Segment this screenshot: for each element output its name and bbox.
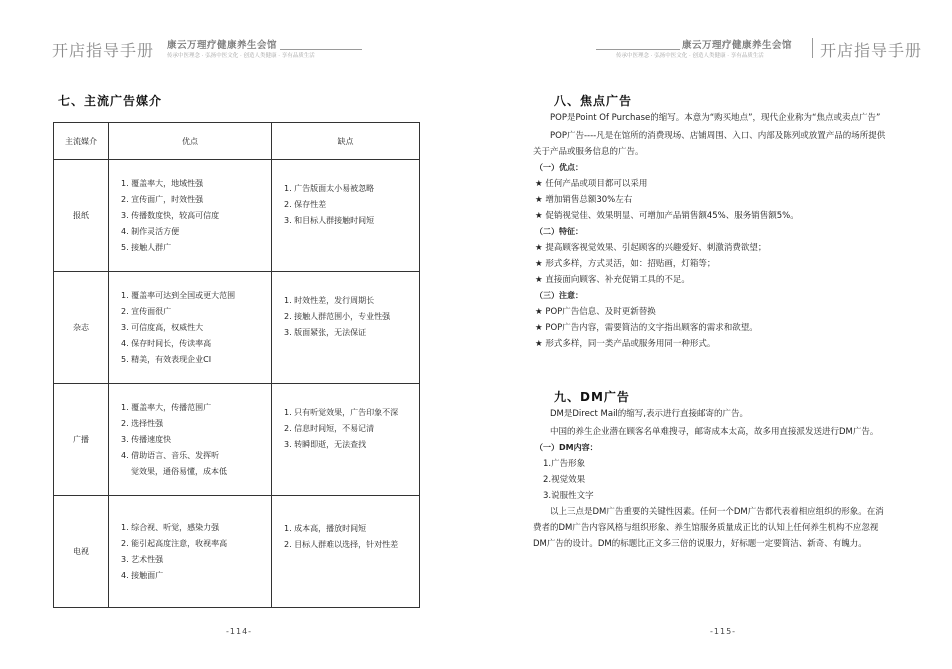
cons-item: 1. 时效性差，发行周期长 xyxy=(284,295,375,305)
subheading: （一）优点： xyxy=(535,163,583,172)
pros-item: 1. 覆盖率大，传播范围广 xyxy=(121,402,212,412)
cons-item: 2. 目标人群难以选择，针对性差 xyxy=(284,539,399,549)
paragraph: 以上三点是DM广告重要的关键性因素。任何一个DM广告都代表着相应组织的形象。在消费者的DM广告内容风格与组织形象、养生馆服务质量成正比的认知上任何养生机构不应忽视DM广告的设计。DM的标题比正文多三倍的说服力，好标题一定要简洁、新奇、有魄力。 xyxy=(533,507,884,549)
table-header-pros: 优点 xyxy=(109,123,272,160)
table-header-cons: 缺点 xyxy=(272,123,420,160)
pros-item: 3. 艺术性强 xyxy=(121,554,164,564)
table-row-tv xyxy=(54,496,420,608)
cons-item: 2. 保存性差 xyxy=(284,199,327,209)
pros-item: 4. 借助语言、音乐、发挥听 xyxy=(121,450,220,460)
pros-list xyxy=(109,496,272,608)
pros-list xyxy=(109,384,272,496)
cons-item: 1. 成本高，播放时间短 xyxy=(284,523,367,533)
list-item: 3.说服性文字 xyxy=(543,491,594,501)
pros-item: 1. 覆盖率大，地域性强 xyxy=(121,178,204,188)
ad-media-table xyxy=(53,122,420,608)
left-page-header xyxy=(52,38,362,64)
paragraph: DM是Direct Mail的缩写,表示进行直接邮寄的广告。 xyxy=(550,409,749,419)
list-item: ★ 形式多样，同一类产品或服务用同一种形式。 xyxy=(535,339,716,349)
right-page-header xyxy=(596,38,926,64)
left-header-title: 开店指导手册 xyxy=(52,41,155,60)
cons-item: 2. 接触人群范围小，专业性强 xyxy=(284,311,391,321)
dm-section-body xyxy=(533,406,886,552)
pros-item: 3. 可信度高，权威性大 xyxy=(121,322,204,332)
media-name: 广播 xyxy=(54,384,109,496)
right-header-slogan: 传承中医理念 · 弘扬中医文化 · 创造人类健康 · 享有品质生活 xyxy=(616,53,764,59)
section-title-pop: 八、焦点广告 xyxy=(554,94,633,108)
list-item: ★ 形式多样，方式灵活，如：招贴画，灯箱等； xyxy=(535,259,716,269)
cons-item: 2. 信息时间短，不易记清 xyxy=(284,423,375,433)
left-header-slogan: 传承中医理念 · 弘扬中医文化 · 创造人类健康 · 享有品质生活 xyxy=(167,53,315,59)
section-title-ad-media: 七、主流广告媒介 xyxy=(58,94,163,108)
pros-item: 4. 接触面广 xyxy=(121,570,164,580)
subheading: （二）特征： xyxy=(535,227,583,236)
cons-list xyxy=(272,272,420,384)
pros-item: 2. 选择性强 xyxy=(121,418,164,428)
list-item: 2.视觉效果 xyxy=(543,475,586,485)
cons-list xyxy=(272,496,420,608)
cons-item: 3. 转瞬即逝，无法查找 xyxy=(284,439,367,449)
list-item: ★ 促销视觉佳、效果明显、可增加产品销售额45%、服务销售额5%。 xyxy=(535,211,799,221)
right-header-divider xyxy=(812,38,813,58)
paragraph: POP是Point Of Purchase的缩写。本意为“购买地点”，现代企业称为“焦点或卖点广告” xyxy=(550,113,881,123)
subheading: （三）注意： xyxy=(535,291,583,300)
cons-list xyxy=(272,160,420,272)
table-row-magazine xyxy=(54,272,420,384)
pros-item: 2. 能引起高度注意，收视率高 xyxy=(121,538,228,548)
right-page xyxy=(476,0,952,669)
list-item: ★ 提高顾客视觉效果、引起顾客的兴趣爱好、刺激消费欲望； xyxy=(535,243,767,253)
pros-list xyxy=(109,160,272,272)
pros-item: 4. 制作灵活方便 xyxy=(121,226,180,236)
left-header-brand: 康云万理疗健康养生会馆 xyxy=(167,40,278,51)
pros-item: 5. 精美，有效表现企业CI xyxy=(121,354,212,364)
cons-item: 1. 只有听觉效果，广告印象不深 xyxy=(284,407,399,417)
pros-item: 5. 接触人群广 xyxy=(121,242,172,252)
table-row-radio xyxy=(54,384,420,496)
pros-item: 1. 覆盖率可达到全国或更大范围 xyxy=(121,290,236,300)
pop-section-body xyxy=(533,110,886,352)
cons-item: 3. 版面紧张，无法保证 xyxy=(284,327,367,337)
media-name: 报纸 xyxy=(54,160,109,272)
pros-item: 4. 保存时间长，传读率高 xyxy=(121,338,212,348)
table-header-row xyxy=(54,123,420,160)
subheading: （一）DM内容： xyxy=(535,443,598,452)
table-header-media: 主流媒介 xyxy=(54,123,109,160)
pros-list xyxy=(109,272,272,384)
page-number: -114- xyxy=(226,627,253,636)
pros-item: 2. 宣传面很广 xyxy=(121,306,172,316)
section-title-dm: 九、DM广告 xyxy=(554,390,630,404)
list-item: ★ 直接面向顾客、补充促销工具的不足。 xyxy=(535,275,690,285)
list-item: ★ POP广告信息、及时更新替换 xyxy=(535,307,656,317)
media-name: 电视 xyxy=(54,496,109,608)
table-row-newspaper xyxy=(54,160,420,272)
media-name: 杂志 xyxy=(54,272,109,384)
paragraph: POP广告----凡是在馆所的消费现场、店铺周围、入口、内部及陈列或放置产品的场所提供关于产品或服务信息的广告。 xyxy=(533,131,886,157)
pros-item: 3. 传播数度快，较高可信度 xyxy=(121,210,220,220)
cons-item: 3. 和目标人群接触时间短 xyxy=(284,215,375,225)
pros-item: 1. 综合视、听觉，感染力强 xyxy=(121,522,220,532)
list-item: ★ 增加销售总额30%左右 xyxy=(535,195,633,205)
list-item: ★ POP广告内容，需要简洁的文字指出顾客的需求和欲望。 xyxy=(535,323,758,333)
right-header-brand: 康云万理疗健康养生会馆 xyxy=(682,40,793,51)
pros-item: 3. 传播速度快 xyxy=(121,434,172,444)
page-number: -115- xyxy=(710,627,737,636)
right-header-title: 开店指导手册 xyxy=(820,41,923,60)
cons-list xyxy=(272,384,420,496)
pros-item: 觉效果，通俗易懂，成本低 xyxy=(131,466,227,476)
paragraph: 中国的养生企业潜在顾客名单难搜寻，邮寄成本太高，故多用直接派发送进行DM广告。 xyxy=(550,427,879,437)
left-header-rule xyxy=(280,49,362,50)
pros-item: 2. 宣传面广，时效性强 xyxy=(121,194,204,204)
list-item: 1.广告形象 xyxy=(543,459,586,469)
list-item: ★ 任何产品或项目都可以采用 xyxy=(535,179,648,189)
cons-item: 1. 广告版面太小易被忽略 xyxy=(284,183,375,193)
right-header-rule xyxy=(596,49,680,50)
